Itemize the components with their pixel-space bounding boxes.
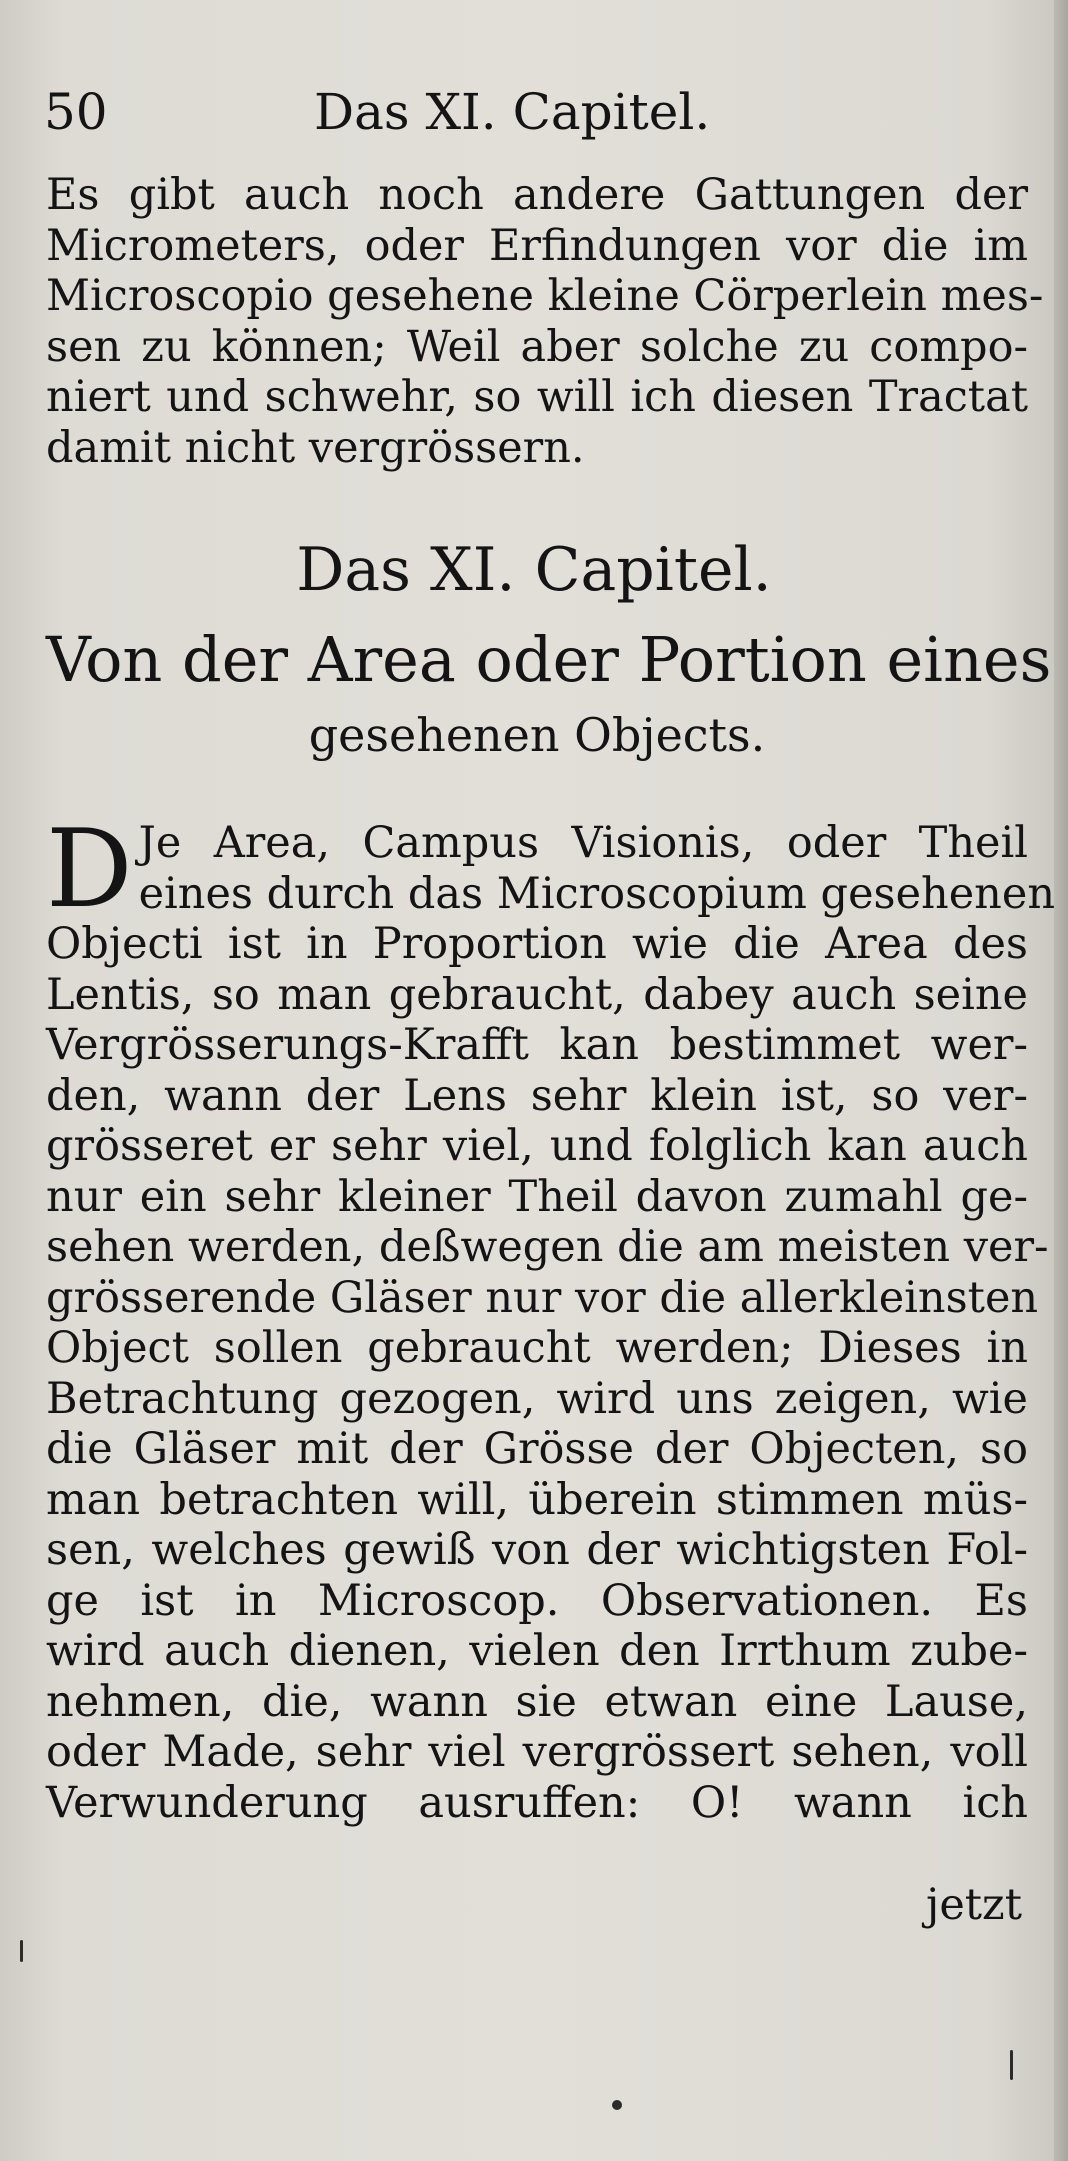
text-line: Microscopio gesehene kleine Cörperlein mes- [46,271,1044,321]
text-line: man betrachten will, überein stimmen müs- [46,1474,1028,1525]
text-line: Betrachtung gezogen, wird uns zeigen, wie [46,1373,1028,1424]
text-line: nur ein sehr kleiner Theil davon zumahl ge- [46,1171,1028,1222]
page-edge-shadow [1054,0,1068,2161]
text-line: Verwunderung ausruffen: O! wann ich [46,1777,1028,1828]
text-line: damit nicht vergrössern. [46,422,585,473]
text-line: Objecti ist in Proportion wie die Area des [46,919,1028,969]
text-line: Es gibt auch noch andere Gattungen der [46,170,1028,220]
text-line: Lentis, so man gebraucht, dabey auch seine [46,969,1028,1020]
ink-speck [612,2100,622,2110]
text-line: Vergrösserungs-Krafft kan bestimmet wer- [46,1020,1028,1070]
chapter-title: Das XI. Capitel. [296,535,772,605]
text-line: grösseret er sehr viel, und folglich kan auch [46,1121,1028,1171]
running-head: Das XI. Capitel. [314,83,711,141]
text-line: sen, welches gewiß von der wichtigsten Fol- [46,1525,1028,1575]
ink-speck [1010,2050,1013,2080]
page-header [44,72,1024,152]
text-line: Object sollen gebraucht werden; Dieses in [46,1323,1028,1373]
drop-cap: D [46,807,133,932]
text-line: oder Made, sehr viel vergrössert sehen, voll [46,1727,1028,1777]
chapter-subtitle-line-2: gesehenen Objects. [308,708,766,762]
text-line: nehmen, die, wann sie etwan eine Lause, [46,1676,1028,1727]
paragraph-2 [46,807,1056,1828]
chapter-subtitle-line-1: Von der Area oder Portion eines [46,623,1052,696]
text-line: Micrometers, oder Erfindungen vor die im [46,220,1028,271]
text-line: grösserende Gläser nur vor die allerkleinsten [46,1272,1039,1323]
text-line: eines durch das Microscopium gesehenen [138,868,1056,919]
text-line: wird auch dienen, vielen den Irrthum zube- [46,1626,1028,1676]
catchword: jetzt [926,1880,1022,1930]
page-number: 50 [44,83,108,141]
paragraph-1 [46,170,1044,473]
text-line: sen zu können; Weil aber solche zu compo- [46,321,1028,372]
text-line: Je Area, Campus Visionis, oder Theil [138,818,1028,868]
text-line: niert und schwehr, so will ich diesen Tractat [46,372,1028,422]
text-line: sehen werden, deßwegen die am meisten ver- [46,1222,1049,1272]
text-line: ge ist in Microscop. Observationen. Es [46,1575,1028,1626]
text-line: den, wann der Lens sehr klein ist, so ver- [46,1070,1028,1121]
ink-speck [20,1940,23,1962]
text-line: die Gläser mit der Grösse der Objecten, so [46,1424,1028,1474]
chapter-subtitle [46,620,1052,770]
